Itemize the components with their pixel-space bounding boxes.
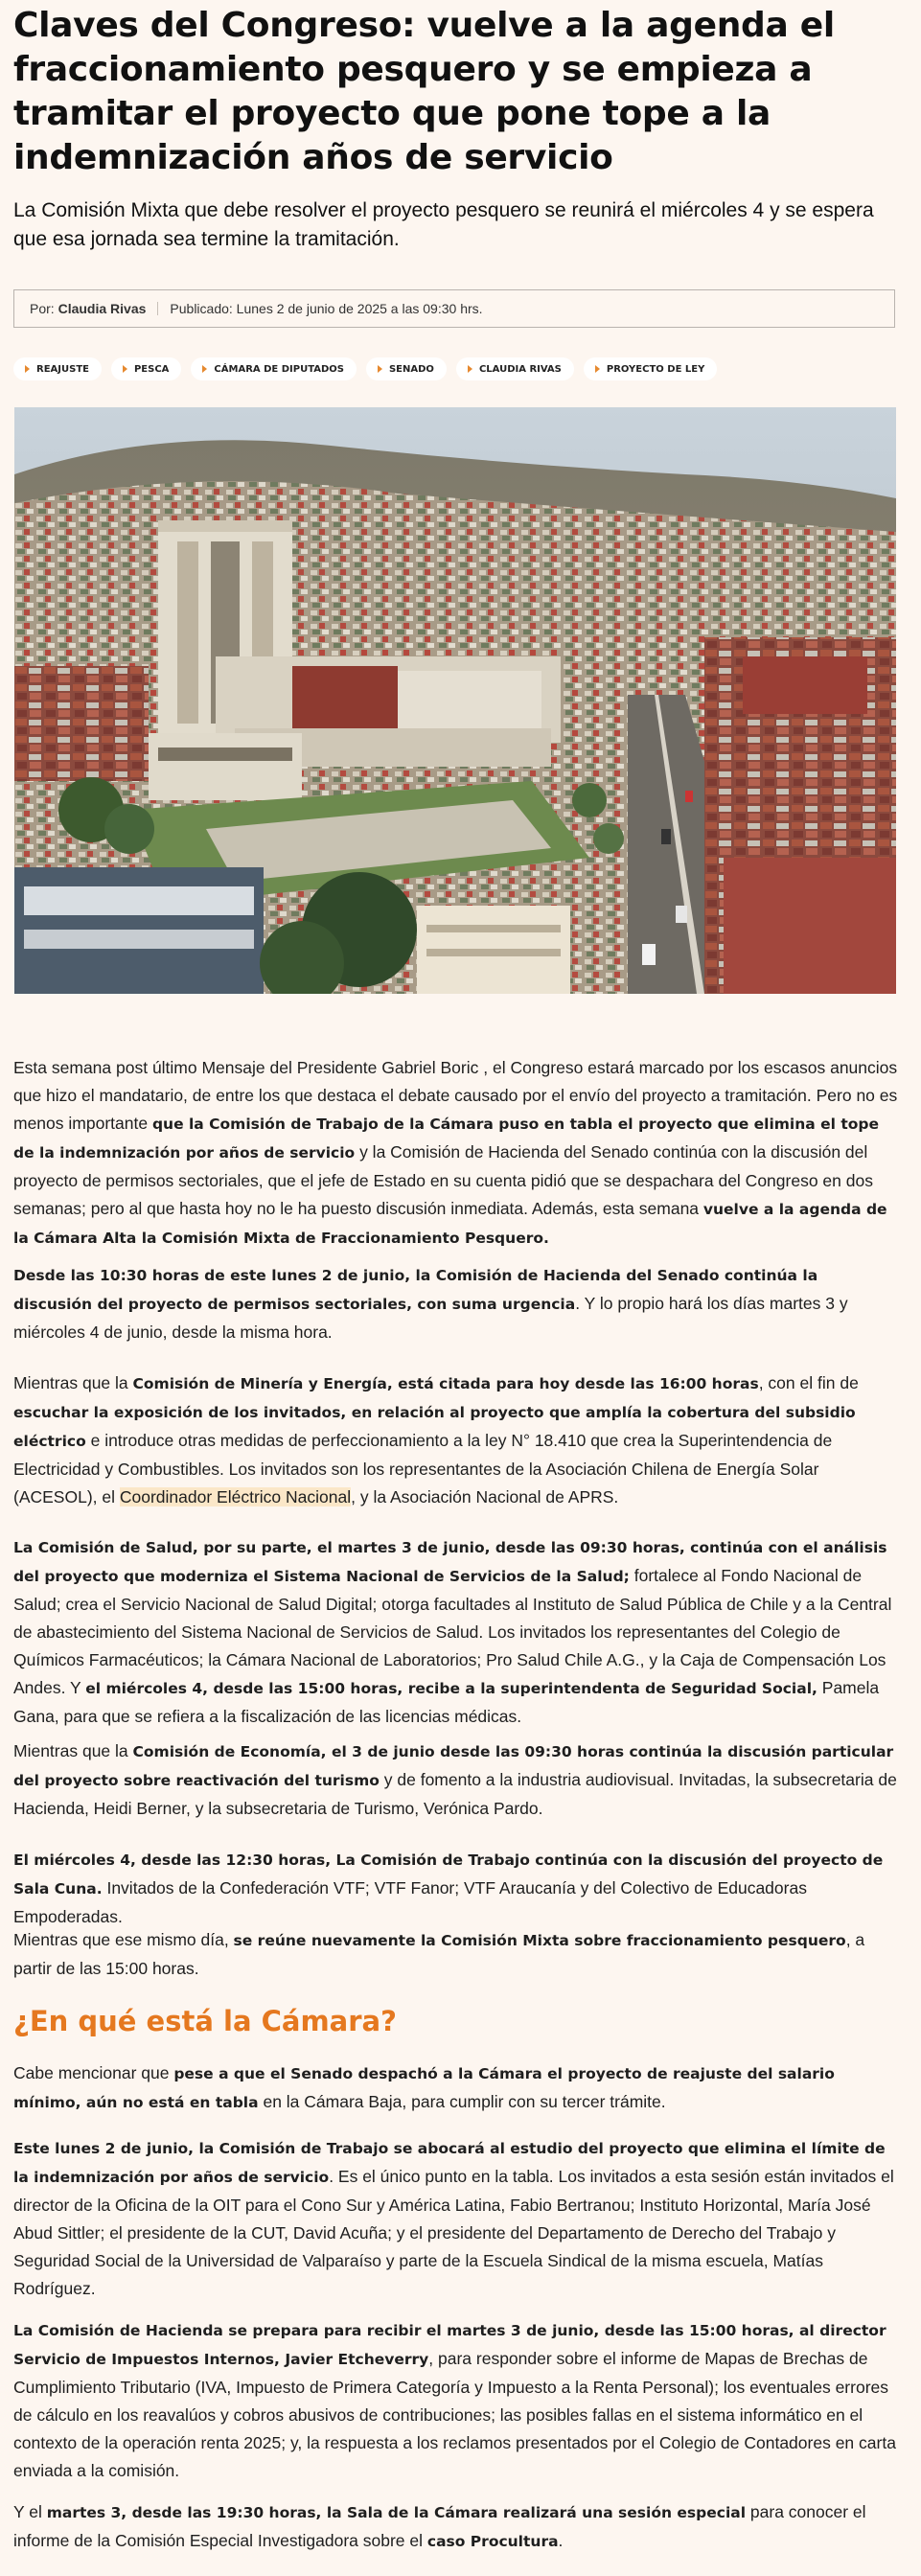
tag-camara-de-diputados[interactable] bbox=[191, 357, 357, 380]
orange-triangle-icon bbox=[202, 365, 207, 373]
paragraph bbox=[13, 1261, 901, 1346]
text-run: Mientras que la bbox=[13, 1373, 133, 1392]
text-run: en la Cámara Baja, para cumplir con su tercer trámite. bbox=[258, 2092, 666, 2111]
text-run: , con el fin de bbox=[758, 1373, 859, 1392]
paragraph bbox=[13, 2316, 901, 2485]
tag-pesca[interactable] bbox=[111, 357, 181, 380]
tag-label: CLAUDIA RIVAS bbox=[478, 363, 562, 375]
bold-text: Comisión de Economía, el 3 de junio desde las 09:30 horas continúa la discusión particular del proyecto sobre reactivación del turismo bbox=[13, 1743, 894, 1789]
meta-divider bbox=[157, 302, 158, 315]
paragraph-text bbox=[13, 2134, 901, 2303]
author-name[interactable]: Claudia Rivas bbox=[58, 301, 147, 316]
text-run: Esta semana post último Mensaje del Presidente Gabriel Boric , el Congreso estará marcado por los escasos anuncios que hizo el mandatario, de entre los que destaca el debate causado por el envío del proyecto a tramitación. Pero no es menos importante bbox=[13, 1058, 898, 1133]
tag-proyecto-de-ley[interactable] bbox=[584, 357, 717, 380]
text-run: . Y lo propio hará los días martes 3 y miércoles 4 de junio, desde la misma hora. bbox=[13, 1294, 848, 1342]
author-prefix: Por: bbox=[30, 301, 55, 316]
highlighted-link[interactable]: Coordinador Eléctrico Nacional bbox=[119, 1487, 352, 1506]
paragraph bbox=[13, 1533, 901, 1731]
bold-text: El miércoles 4, desde las 12:30 horas, La Comisión de Trabajo continúa con la discusión del proyecto de Sala Cuna. bbox=[13, 1852, 884, 1898]
publish-date: Publicado: Lunes 2 de junio de 2025 a las 09:30 hrs. bbox=[170, 301, 483, 316]
tag-list bbox=[13, 357, 717, 380]
paragraph bbox=[13, 1926, 901, 1983]
text-run: para conocer el informe de la Comisión Especial Investigadora sobre el bbox=[13, 2502, 866, 2550]
bold-text: escuchar la exposición de los invitados, en relación al proyecto que amplía la cobertura del subsidio eléctrico bbox=[13, 1404, 856, 1450]
section-heading-wrap bbox=[13, 2005, 901, 2037]
orange-triangle-icon bbox=[378, 365, 382, 373]
section-heading: ¿En qué está la Cámara? bbox=[13, 2005, 397, 2037]
paragraph-text bbox=[13, 1533, 901, 1731]
tag-label: PESCA bbox=[133, 363, 170, 375]
article-subtitle: La Comisión Mixta que debe resolver el proyecto pesquero se reunirá el miércoles 4 y se espera que esa jornada sea termine la tramitación. bbox=[13, 199, 874, 250]
paragraph-text bbox=[13, 1369, 901, 1511]
bold-text: caso Procultura bbox=[426, 2533, 559, 2550]
tag-label: SENADO bbox=[388, 363, 434, 375]
paragraph-text bbox=[13, 2498, 901, 2556]
bold-text: Desde las 10:30 horas de este lunes 2 de junio, la Comisión de Hacienda del Senado continúa la discusión del proyecto de permisos sectoriales, con suma urgencia bbox=[13, 1267, 818, 1313]
text-run: fortalece al Fondo Nacional de Salud; crea el Servicio Nacional de Salud Digital; otorga facultades al Instituto de Salud Pública de Chile y a la Central de abastecimiento del Sistema Nacional de Servicios de Salud. Los invitados los representantes del Colegio de Químicos Farmacéuticos; la Cámara Nacional de Laboratorios; Pro Salud Chile A.G., y la Caja de Compensación Los Andes. Y bbox=[13, 1566, 892, 1697]
orange-triangle-icon bbox=[595, 365, 600, 373]
article-hero-image bbox=[14, 407, 896, 994]
paragraph bbox=[13, 1369, 901, 1511]
text-run: y de fomento a la industria audiovisual. Invitadas, la subsecretaria de Hacienda, Heidi Berner, y la subsecretaria de Turismo, Verónica Pardo. bbox=[13, 1770, 897, 1818]
bold-text: La Comisión de Salud, por su parte, el martes 3 de junio, desde las 09:30 horas, continúa con el análisis del proyecto que moderniza el Sistema Nacional de Servicios de la Salud; bbox=[13, 1539, 887, 1585]
text-run: , para responder sobre el informe de Mapas de Brechas de Cumplimiento Tributario (IVA, Impuesto de Primera Categoría y Impuesto a la Renta Personal); los eventuales errores de cálculo en los reavalúos y cobros abusivos de contribuciones; las posibles fallas en el sistema informático en el contexto de la operación renta 2025; y, la respuesta a los reclamos presentados por el Colegio de Contadores en carta enviada a la comisión. bbox=[13, 2349, 896, 2480]
text-run: . Es el único punto en la tabla. Los invitados a esta sesión están invitados el director de la Oficina de la OIT para el Cono Sur y América Latina, Fabio Bertranou; Instituto Horizontal, María José Abud Sittler; el presidente de la CUT, David Acuña; y el presidente del Departamento de Derecho del Trabajo y Seguridad Social de la Universidad de Valparaíso y parte de la Escuela Sindical de la misma escuela, Matías Rodríguez. bbox=[13, 2167, 894, 2298]
bold-text: pese a que el Senado despachó a la Cámara el proyecto de reajuste del salario mínimo, aún no está en tabla bbox=[13, 2065, 835, 2111]
paragraph bbox=[13, 1054, 901, 1253]
bold-text: Comisión de Minería y Energía, está citada para hoy desde las 16:00 horas bbox=[132, 1375, 759, 1392]
bold-text: el miércoles 4, desde las 15:00 horas, recibe a la superintendenta de Seguridad Social, bbox=[85, 1680, 817, 1697]
text-run: . bbox=[558, 2531, 564, 2550]
text-run: y la Comisión de Hacienda del Senado continúa con la discusión del proyecto de permisos sectoriales, que el jefe de Estado en su cuenta pidió que se despachara del Congreso en dos semanas; pero al que hasta hoy no le ha puesto discusión inmediata. Además, esta semana bbox=[13, 1142, 873, 1218]
paragraph-text bbox=[13, 1737, 901, 1823]
tag-label: CÁMARA DE DIPUTADOS bbox=[214, 363, 344, 375]
orange-triangle-icon bbox=[123, 365, 127, 373]
tag-label: PROYECTO DE LEY bbox=[606, 363, 705, 375]
article-meta bbox=[13, 289, 895, 328]
tag-senado[interactable] bbox=[366, 357, 447, 380]
paragraph bbox=[13, 2059, 901, 2117]
orange-triangle-icon bbox=[468, 365, 472, 373]
text-run: , a partir de las 15:00 horas. bbox=[13, 1930, 865, 1978]
paragraph-text bbox=[13, 1846, 901, 1931]
bold-text: vuelve a la agenda de la Cámara Alta la Comisión Mixta de Fraccionamiento Pesquero. bbox=[13, 1201, 887, 1247]
text-run: e introduce otras medidas de perfeccionamiento a la ley N° 18.410 que crea la Superintendencia de Electricidad y Combustibles. Los invitados son los representantes de la Asociación Chilena de Energía Solar (ACESOL), el bbox=[13, 1431, 833, 1506]
tag-reajuste[interactable] bbox=[13, 357, 102, 380]
text-run: , y la Asociación Nacional de APRS. bbox=[351, 1487, 619, 1506]
paragraph-text bbox=[13, 1926, 901, 1983]
tag-label: REAJUSTE bbox=[36, 363, 89, 375]
text-run: Cabe mencionar que bbox=[13, 2063, 174, 2082]
text-run: Invitados de la Confederación VTF; VTF Fanor; VTF Araucanía y del Colectivo de Educadoras Empoderadas. bbox=[13, 1878, 807, 1926]
text-run: Y el bbox=[13, 2502, 47, 2521]
text-run: Mientras que ese mismo día, bbox=[13, 1930, 234, 1949]
paragraph-text bbox=[13, 2316, 901, 2485]
bold-text: Este lunes 2 de junio, la Comisión de Trabajo se abocará al estudio del proyecto que elimina el límite de la indemnización por años de servicio bbox=[13, 2140, 886, 2186]
paragraph bbox=[13, 1737, 901, 1823]
bold-text: se reúne nuevamente la Comisión Mixta sobre fraccionamiento pesquero bbox=[233, 1932, 846, 1949]
text-run: Mientras que la bbox=[13, 1741, 133, 1760]
bold-text: La Comisión de Hacienda se prepara para recibir el martes 3 de junio, desde las 15:00 horas, al director Servicio de Impuestos Internos, Javier Etcheverry bbox=[13, 2322, 886, 2368]
paragraph-text bbox=[13, 1261, 901, 1346]
bold-text: que la Comisión de Trabajo de la Cámara puso en tabla el proyecto que elimina el tope de la indemnización por años de servicio bbox=[13, 1116, 880, 1162]
paragraph bbox=[13, 2498, 901, 2556]
article-title: Claves del Congreso: vuelve a la agenda el fraccionamiento pesquero y se empieza a tramitar el proyecto que pone tope a la indemnización años de servicio bbox=[13, 6, 835, 177]
paragraph bbox=[13, 1846, 901, 1931]
paragraph bbox=[13, 2134, 901, 2303]
paragraph-text bbox=[13, 2059, 901, 2117]
paragraph-text bbox=[13, 1054, 901, 1253]
bold-text: martes 3, desde las 19:30 horas, la Sala de la Cámara realizará una sesión especial bbox=[46, 2504, 747, 2521]
text-run: Pamela Gana, para que se refiera a la fiscalización de las licencias médicas. bbox=[13, 1678, 880, 1726]
tag-claudia-rivas[interactable] bbox=[456, 357, 574, 380]
orange-triangle-icon bbox=[25, 365, 30, 373]
